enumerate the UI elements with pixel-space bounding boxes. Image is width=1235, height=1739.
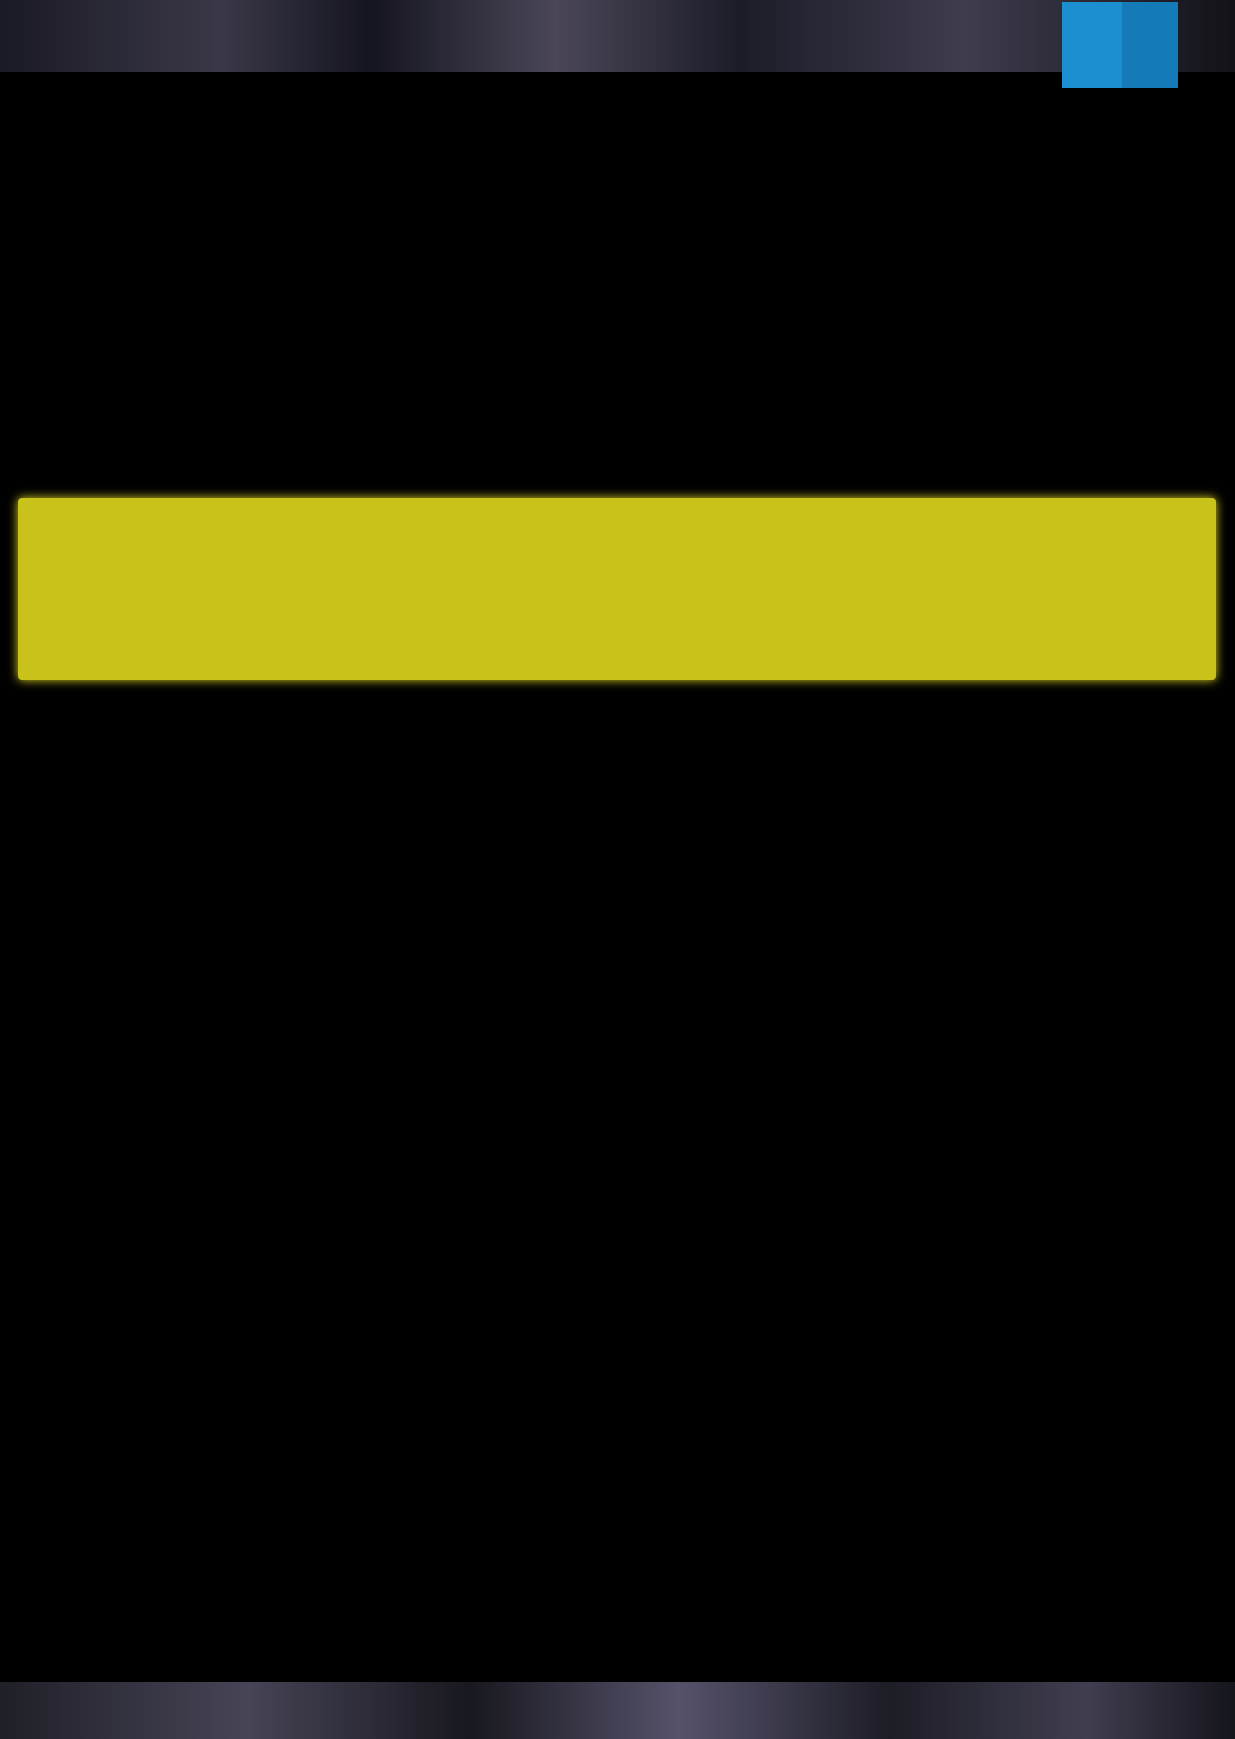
spell-icon-grid bbox=[18, 498, 1216, 680]
tactics-label bbox=[1122, 2, 1178, 88]
header-artwork bbox=[0, 0, 1235, 72]
footer-artwork bbox=[0, 1682, 1235, 1739]
pc-cd-rom-logo bbox=[1062, 2, 1122, 88]
